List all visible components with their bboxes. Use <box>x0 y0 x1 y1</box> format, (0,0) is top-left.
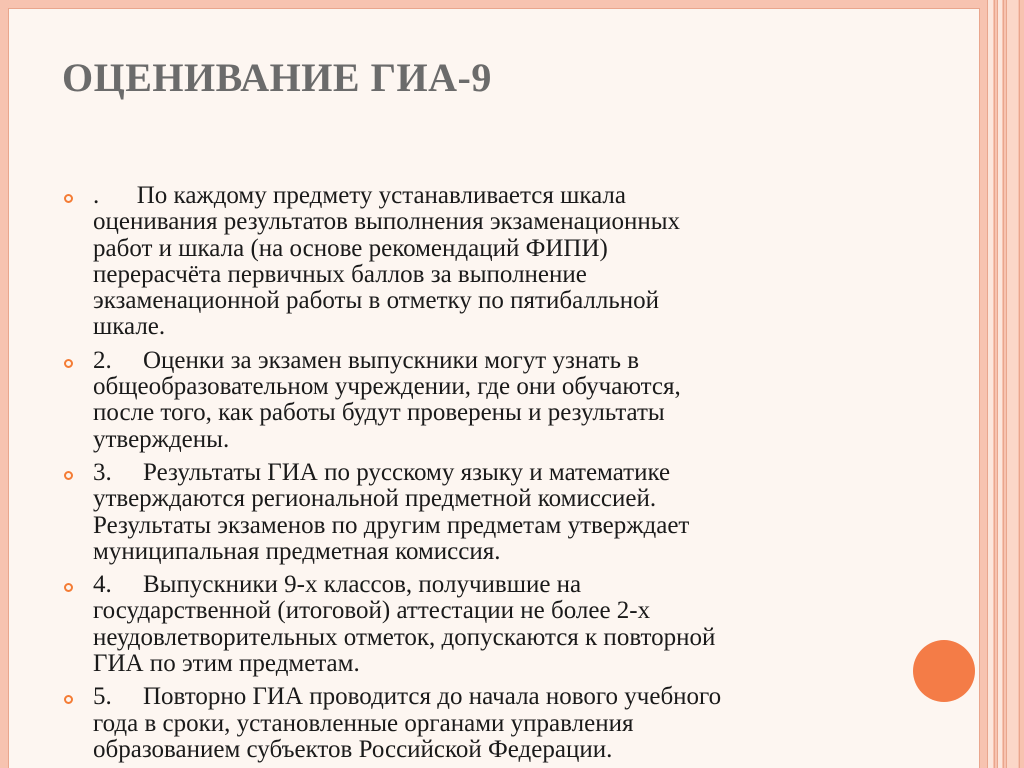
bullet-text: 2. Оценки за экзамен выпускники могут узнать в общеобразовательном учреждении, где они обучаются, после того, как работы будут проверены и результаты утверждены. <box>93 346 681 453</box>
bullet-item <box>60 684 880 763</box>
decorative-line <box>997 0 998 768</box>
bullet-text: . По каждому предмету устанавливается шкала оценивания результатов выполнения экзаменационных работ и шкала (на основе рекомендаций ФИПИ) перерасчёта первичных баллов за выполнение экзаменационной работы в отметку по пятибалльной шкале. <box>93 182 681 341</box>
bullet-item <box>60 348 880 453</box>
decorative-line <box>1006 0 1007 768</box>
bullet-text: 5. Повторно ГИА проводится до начала нового учебного года в сроки, установленные органами управления образованием субъектов Российской Федерации. <box>93 683 722 763</box>
bullet-item <box>60 572 880 677</box>
bullet-text: 4. Выпускники 9-х классов, получившие на государственной (итоговой) аттестации не более 2-х неудовлетворительных отметок, допускаются к повторной ГИА по этим предметам. <box>93 571 716 678</box>
circle-bullet-icon <box>64 359 73 368</box>
bullet-item <box>60 460 880 565</box>
decorative-line <box>987 0 988 768</box>
decorative-line <box>1019 0 1020 768</box>
bullet-text: 3. Результаты ГИА по русскому языку и математике утверждаются региональной предметной комиссией. Результаты экзаменов по другим предметам утверждает муниципальная предметная комиссия. <box>93 458 690 565</box>
circle-bullet-icon <box>64 194 73 203</box>
decorative-stripe <box>988 0 993 768</box>
circle-bullet-icon <box>64 471 73 480</box>
circle-bullet-icon <box>64 583 73 592</box>
slide-title: ОЦЕНИВАНИЕ ГИА-9 <box>62 55 492 100</box>
decorative-line <box>994 0 995 768</box>
decorative-stripe <box>998 0 1002 768</box>
bullet-item <box>60 183 880 341</box>
decorative-stripe <box>1007 0 1018 768</box>
decorative-circle <box>913 640 975 702</box>
decorative-line <box>1003 0 1004 768</box>
circle-bullet-icon <box>64 695 73 704</box>
bullet-list <box>60 183 880 768</box>
